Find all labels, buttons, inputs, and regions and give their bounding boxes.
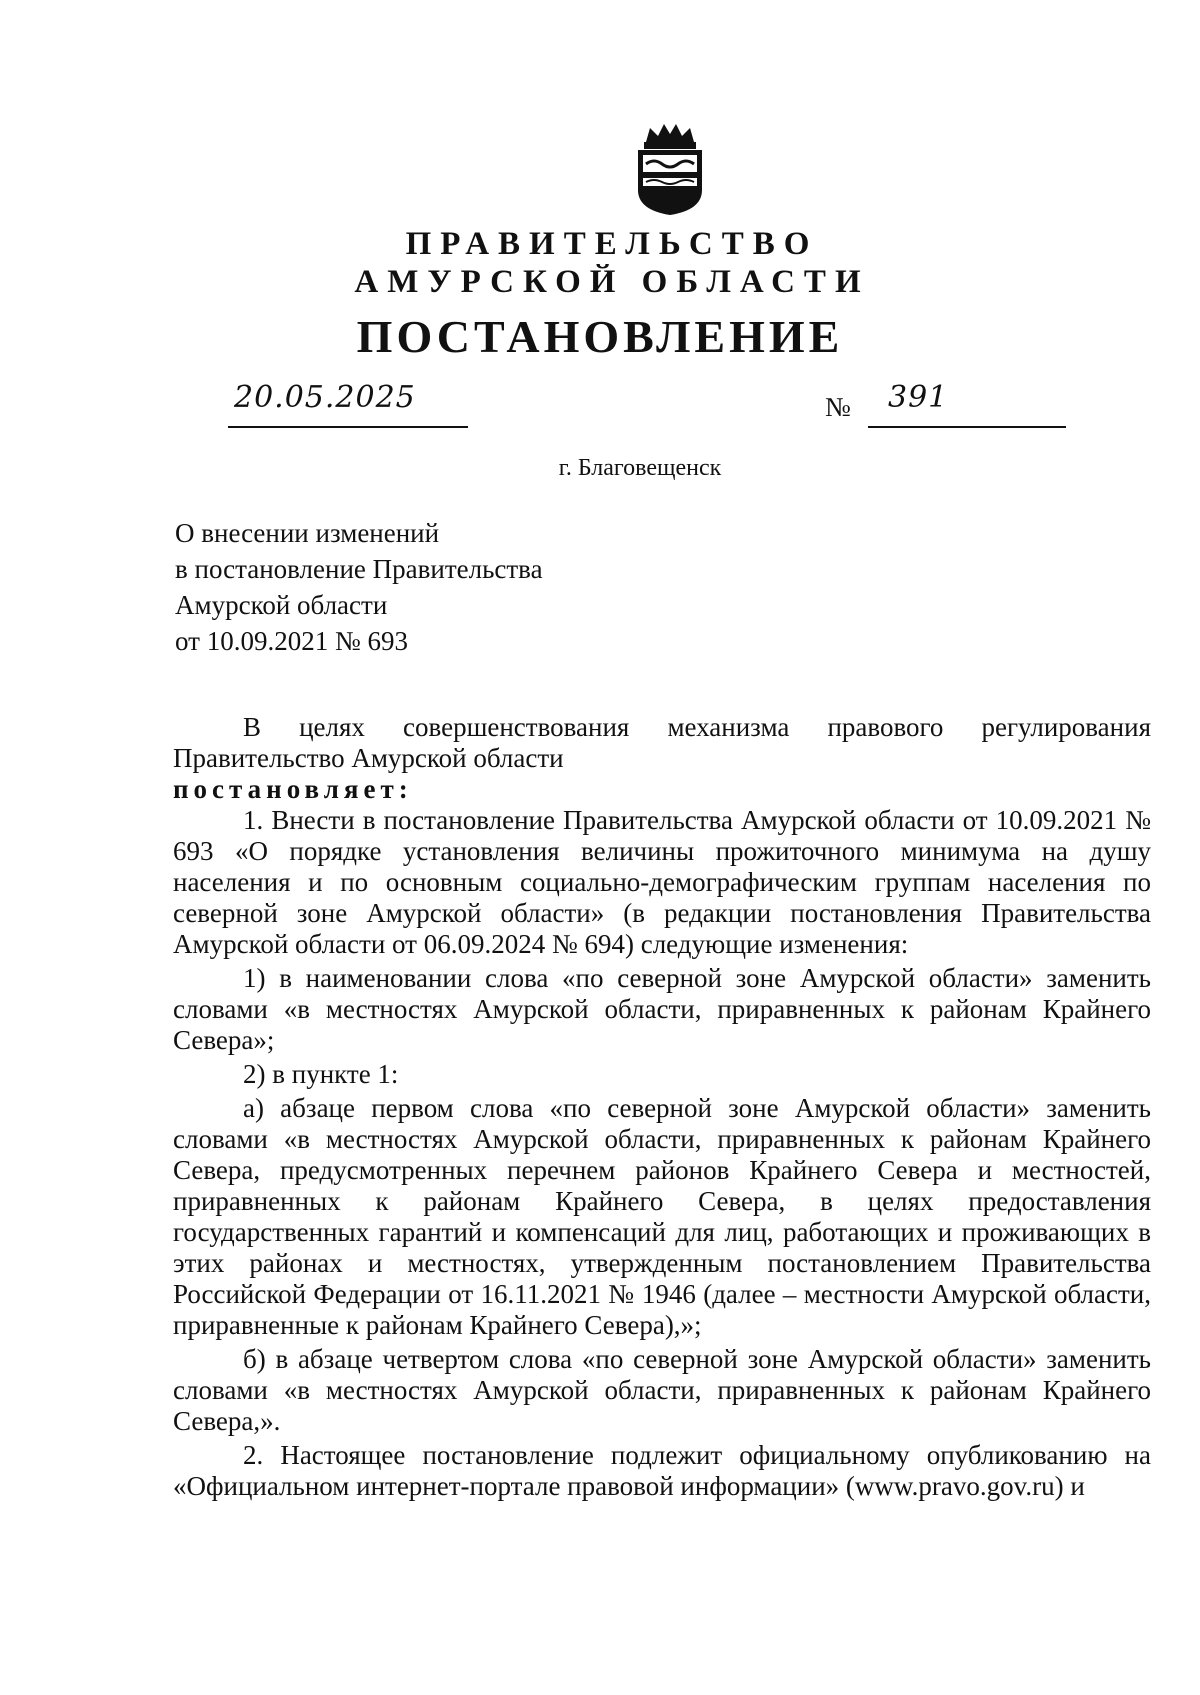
preamble-paragraph: В целях совершенствования механизма правового регулирования Правительство Амурской области	[173, 712, 1151, 773]
item-1-2a-paragraph: а) абзаце первом слова «по северной зоне Амурской области» заменить словами «в местностях Амурской области, приравненных к районам Крайнего Севера, предусмотренных перечнем районов Крайнего Севера и местностей, приравненных к районам Крайнего Севера, в целях предоставления государственных гарантий и компенсаций для лиц, работающих и проживающих в этих районах и местностях, утвержденным постановлением Правительства Российской Федерации от 16.11.2021 № 1946 (далее – местности Амурской области, приравненные к районам Крайнего Севера),»;	[173, 1093, 1151, 1340]
subject-line: в постановление Правительства	[175, 554, 543, 584]
document-type-title: ПОСТАНОВЛЕНИЕ	[356, 311, 844, 362]
handwritten-date: 20.05.2025	[234, 380, 416, 415]
document-body	[173, 712, 1151, 1502]
subject-line: О внесении изменений	[175, 518, 440, 548]
item-1-paragraph: 1. Внести в постановление Правительства Амурской области от 10.09.2021 № 693 «О порядке установления величины прожиточного минимума на душу населения и по основным социально-демографическим группам населения по северной зоне Амурской области» (в редакции постановления Правительства Амурской области от 06.09.2024 № 694) следующие изменения:	[173, 805, 1151, 959]
date-line	[228, 380, 468, 428]
org-title-line2: АМУРСКОЙ ОБЛАСТИ	[354, 264, 870, 300]
decree-word: постановляет:	[173, 774, 413, 804]
handwritten-number: 391	[888, 380, 949, 415]
item-2-paragraph: 2. Настоящее постановление подлежит официальному опубликованию на «Официальном интернет-портале правовой информации» (www.pravo.gov.ru) и	[173, 1440, 1151, 1501]
item-1-1-paragraph: 1) в наименовании слова «по северной зоне Амурской области» заменить словами «в местностях Амурской области, приравненных к районам Крайнего Севера»;	[173, 963, 1151, 1055]
subject-line: Амурской области	[175, 590, 388, 620]
number-label: №	[825, 392, 851, 422]
subject-block	[175, 515, 543, 659]
coat-of-arms-icon	[630, 120, 710, 216]
item-1-2-paragraph: 2) в пункте 1:	[243, 1059, 399, 1089]
number-line	[868, 380, 1066, 428]
org-title-line1: ПРАВИТЕЛЬСТВО	[405, 226, 819, 262]
subject-line: от 10.09.2021 № 693	[175, 626, 408, 656]
city-line: г. Благовещенск	[558, 455, 722, 481]
item-1-2b-paragraph: б) в абзаце четвертом слова «по северной зоне Амурской области» заменить словами «в местностях Амурской области, приравненных к районам Крайнего Севера,».	[173, 1344, 1151, 1436]
